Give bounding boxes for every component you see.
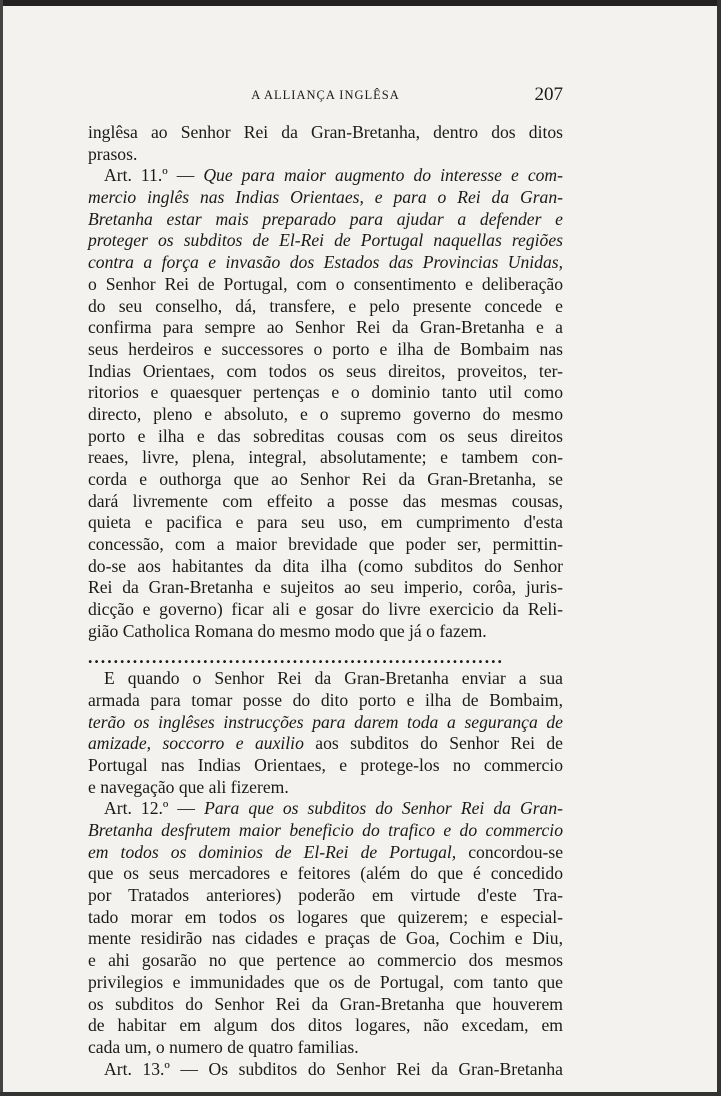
text-line: do-se aos habitantes da dita ilha (como subditos do Senhor bbox=[88, 555, 563, 576]
text-line: Indias Orientaes, com todos os seus direitos, proveitos, ter- bbox=[88, 360, 563, 381]
page-edge-left bbox=[0, 0, 3, 1096]
text-line bbox=[88, 733, 563, 755]
text-line: prasos. bbox=[88, 143, 138, 164]
ellipsis-separator: ................................................................. bbox=[88, 646, 504, 667]
text-line: tado morar em todos os logares que quizerem; e especial- bbox=[88, 906, 563, 927]
text-line: do seu conselho, dá, transfere, e pelo presente concede e bbox=[88, 295, 563, 316]
text-line: ritorios e quaesquer pertenças e o dominio tanto util como bbox=[88, 382, 563, 403]
text-line: por Tratados anteriores) poderão em virtude d'este Tra- bbox=[88, 885, 563, 906]
text-line: reaes, livre, plena, integral, absolutamente; e tambem con- bbox=[88, 447, 563, 468]
text-line: o Senhor Rei de Portugal, com o consentimento e deliberação bbox=[88, 273, 563, 294]
page-number: 207 bbox=[534, 84, 563, 105]
text-line: dará livremente com effeito a posse das mesmas cousas, bbox=[88, 490, 563, 511]
article-label: Art. 11.º — bbox=[104, 165, 204, 186]
page-body bbox=[88, 122, 563, 1080]
roman-text: concordou-se bbox=[456, 841, 563, 862]
text-line: Rei da Gran-Bretanha e sujeitos ao seu imperio, corôa, juris- bbox=[88, 577, 563, 598]
text-line: E quando o Senhor Rei da Gran-Bretanha enviar a sua bbox=[104, 668, 563, 689]
text-line: corda e outhorga que ao Senhor Rei da Gran-Bretanha, se bbox=[88, 469, 563, 489]
page-edge-top bbox=[0, 0, 721, 6]
article-11-heading bbox=[88, 165, 563, 187]
text-line: gião Catholica Romana do mesmo modo que já o fazem. bbox=[88, 620, 487, 641]
text-line: dicção e governo) ficar ali e gosar do livre exercicio da Reli- bbox=[88, 599, 563, 620]
italic-text: amizade, soccorro e auxilio bbox=[88, 733, 304, 754]
text-line bbox=[88, 842, 563, 864]
text-line: inglêsa ao Senhor Rei da Gran-Bretanha, dentro dos ditos bbox=[88, 122, 563, 142]
text-line: os subditos do Senhor Rei da Gran-Bretanha que houverem bbox=[88, 993, 563, 1014]
text-line: quieta e pacifica e para seu uso, em cumprimento d'esta bbox=[88, 512, 563, 533]
text-line: cada um, o numero de quatro familias. bbox=[88, 1036, 359, 1057]
text-line: e ahi gosarão no que pertence ao commercio dos mesmos bbox=[88, 950, 563, 971]
article-13-heading: Art. 13.º — Os subditos do Senhor Rei da Gran-Bretanha bbox=[104, 1058, 563, 1079]
text-line: directo, pleno e absoluto, e o supremo governo do mesmo bbox=[88, 403, 563, 424]
text-line: mente residirão nas cidades e praças de Goa, Cochim e Diu, bbox=[88, 928, 563, 949]
italic-text: Para que os subditos do Senhor Rei da Gran- bbox=[204, 798, 563, 819]
text-line: e navegação que ali fizerem. bbox=[88, 776, 289, 797]
text-line: porto e ilha e das sobreditas cousas com os seus direitos bbox=[88, 425, 563, 446]
text-line: concessão, com a maior brevidade que poder ser, permittin- bbox=[88, 534, 563, 555]
running-title: A ALLIANÇA INGLÊSA bbox=[251, 88, 400, 102]
roman-text: aos subditos do Senhor Rei de bbox=[303, 733, 563, 754]
text-line: que os seus mercadores e feitores (além do que é concedido bbox=[88, 863, 563, 884]
text-line: armada para tomar posse do dito porto e ilha de Bombaim, bbox=[88, 689, 563, 710]
text-line: Bretanha desfrutem maior beneficio do trafico e do commercio bbox=[88, 820, 563, 840]
text-line: contra a força e invasão dos Estados das Provincias Unidas, bbox=[88, 252, 563, 273]
text-line: terão os inglêses instrucções para darem toda a segurança de bbox=[88, 711, 563, 732]
text-line: mercio inglês nas Indias Orientaes, e para o Rei da Gran- bbox=[88, 187, 563, 208]
text-line: privilegios e immunidades que os de Portugal, com tanto que bbox=[88, 971, 563, 992]
italic-text: em todos os dominios de El-Rei de Portugal, bbox=[88, 841, 457, 862]
page-edge-right bbox=[717, 0, 721, 1096]
text-line: confirma para sempre ao Senhor Rei da Gran-Bretanha e a bbox=[88, 317, 563, 338]
text-line: proteger os subditos de El-Rei de Portugal naquellas regiões bbox=[88, 230, 563, 251]
page-header bbox=[88, 84, 563, 108]
italic-text: Que para maior augmento do interesse e com- bbox=[203, 165, 563, 186]
text-line: Portugal nas Indias Orientaes, e protege-los no commercio bbox=[88, 754, 563, 775]
article-label: Art. 12.º — bbox=[104, 798, 205, 819]
text-line: de habitar em algum dos ditos logares, não excedam, em bbox=[88, 1015, 563, 1036]
text-line: Bretanha estar mais preparado para ajudar a defender e bbox=[88, 208, 563, 229]
article-12-heading bbox=[88, 798, 563, 820]
page-edge-bottom bbox=[0, 1092, 721, 1096]
text-line: seus herdeiros e successores o porto e ilha de Bombaim nas bbox=[88, 338, 563, 359]
